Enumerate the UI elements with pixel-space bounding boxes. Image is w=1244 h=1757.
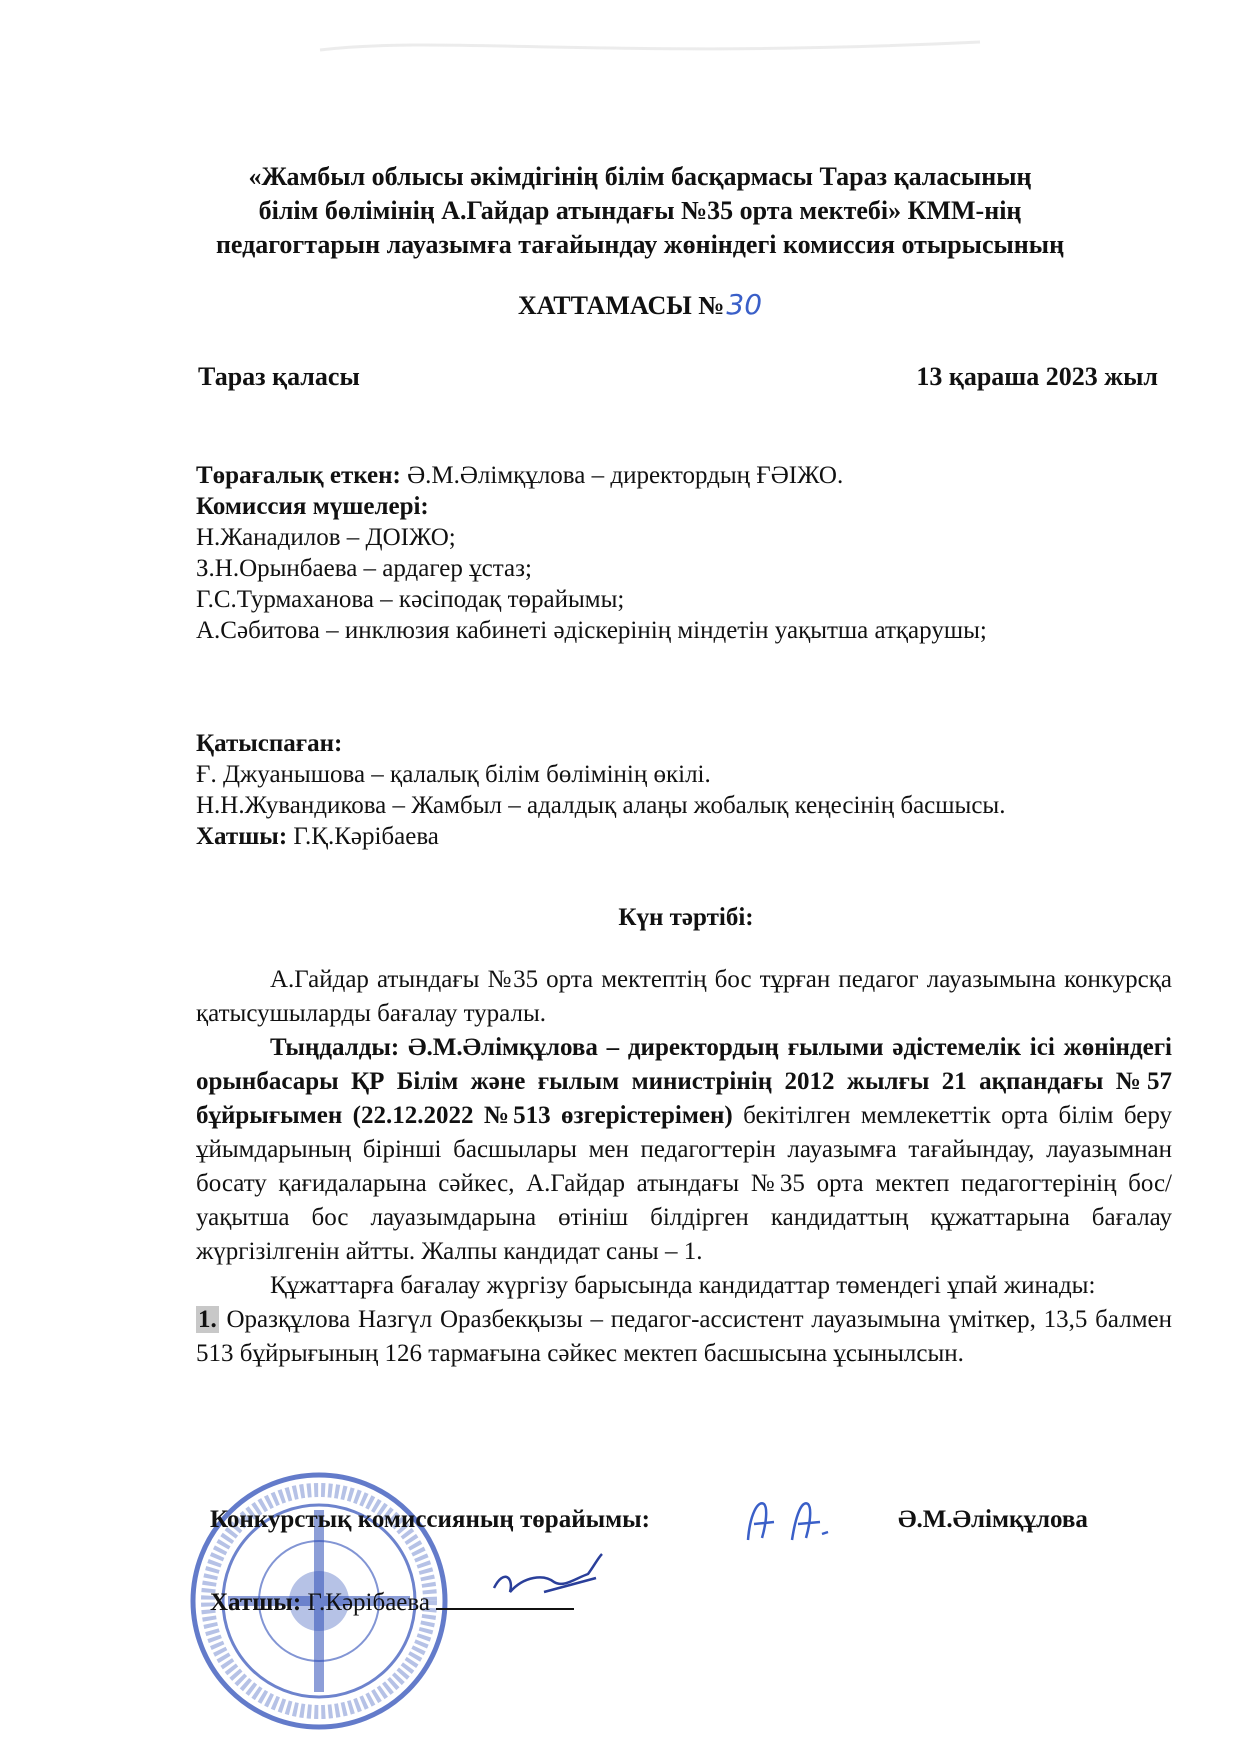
date: 13 қараша 2023 жыл <box>916 362 1158 391</box>
secretary-line <box>196 821 1176 852</box>
score-item-number: 1. <box>198 1306 217 1333</box>
sec-sign-name: Г.Кәрібаева <box>301 1589 437 1616</box>
header-line-3: педагогтарын лауазымға тағайындау жөніндегі комиссия отырысының <box>215 230 1065 259</box>
chair-label: Төрағалық еткен: <box>196 462 401 489</box>
header-line-1: «Жамбыл облысы әкімдігінің білім басқармасы Тараз қаласының <box>248 162 1032 191</box>
heard-paragraph <box>196 1031 1172 1269</box>
chair-sign-label: Конкурстық комиссияның төрайымы: <box>210 1506 651 1533</box>
chair-sign-name: Ә.М.Әлімқұлова <box>898 1506 1088 1533</box>
body-text <box>196 963 1172 1371</box>
secretary-label: Хатшы: <box>196 823 288 850</box>
protocol-number: 30 <box>726 288 763 321</box>
absent-item: Н.Н.Жувандикова – Жамбыл – адалдық алаңы жобалық кеңесінің басшысы. <box>196 792 1006 819</box>
agenda-text: А.Гайдар атындағы №35 орта мектептің бос тұрған педагог лауазымына конкурсқа қатысушыларды бағалау туралы. <box>196 966 1172 1027</box>
protocol-label: ХАТТАМАСЫ № <box>517 291 725 320</box>
protocol-title <box>150 288 1130 321</box>
score-item <box>196 1303 1172 1371</box>
absent-item: Ғ. Джуанышова – қалалық білім бөлімінің өкілі. <box>196 761 711 788</box>
member-item: З.Н.Орынбаева – ардагер ұстаз; <box>196 555 532 582</box>
heard-bold: Тыңдалды: Ә.М.Әлімқұлова – директордың ғылыми әдістемелік ісі жөніндегі орынбасары ҚР Білім және ғылым министрінің 2012 жылғы 21 ақпандағы №57 бұйрығымен (22.12.2022 №513 өзгерістерімен) <box>196 1034 1172 1129</box>
chair-signature-row <box>210 1506 1110 1534</box>
scores-intro: Құжаттарға бағалау жүргізу барысында кандидаттар төмендегі ұпай жинады: <box>270 1272 1096 1299</box>
member-item: А.Сәбитова – инклюзия кабинеті әдіскерінің міндетін уақытша атқарушы; <box>196 617 987 644</box>
absent-section <box>196 728 1176 852</box>
city: Тараз қаласы <box>198 362 360 391</box>
score-item-text: Оразқұлова Назгүл Оразбекқызы – педагог-ассистент лауазымына үміткер, 13,5 балмен 513 бұйрығының 126 тармағына сәйкес мектеп басшысына ұсынылсын. <box>196 1306 1172 1367</box>
chair-line <box>196 460 1176 491</box>
members-label: Комиссия мүшелері: <box>196 493 429 520</box>
secretary-signature <box>484 1548 624 1612</box>
heard-text: бекітілген мемлекеттік орта білім беру ұйымдарының бірінші басшылары мен педагогтерін лауазымға тағайындау, лауазымнан босату қағидаларына сәйкес, А.Гайдар атындағы №35 орта мектеп педагогтерінің бос/уақытша бос лауазымдарына өтініш білдірген кандидаттың құжаттарына бағалау жүргізілгенін айтты. Жалпы кандидат саны – 1. <box>196 1102 1172 1265</box>
absent-label: Қатыспаған: <box>196 730 343 757</box>
chair-text: Ә.М.Әлімқұлова – директордың ҒӘІЖО. <box>400 462 844 489</box>
header-line-2: білім бөлімінің А.Гайдар атындағы №35 орта мектебі» КММ-нің <box>258 196 1022 225</box>
participants <box>196 460 1176 646</box>
member-item: Н.Жанадилов – ДОІЖО; <box>196 524 456 551</box>
agenda-title: Күн тәртібі: <box>618 904 754 931</box>
chair-signature <box>740 1494 860 1546</box>
member-item: Г.С.Турмаханова – кәсіподақ төрайымы; <box>196 586 625 613</box>
secretary-text: Г.Қ.Кәрібаева <box>287 823 439 850</box>
sec-sign-label: Хатшы: <box>210 1589 302 1616</box>
scan-artifact <box>300 30 1000 70</box>
document-header <box>150 160 1130 262</box>
